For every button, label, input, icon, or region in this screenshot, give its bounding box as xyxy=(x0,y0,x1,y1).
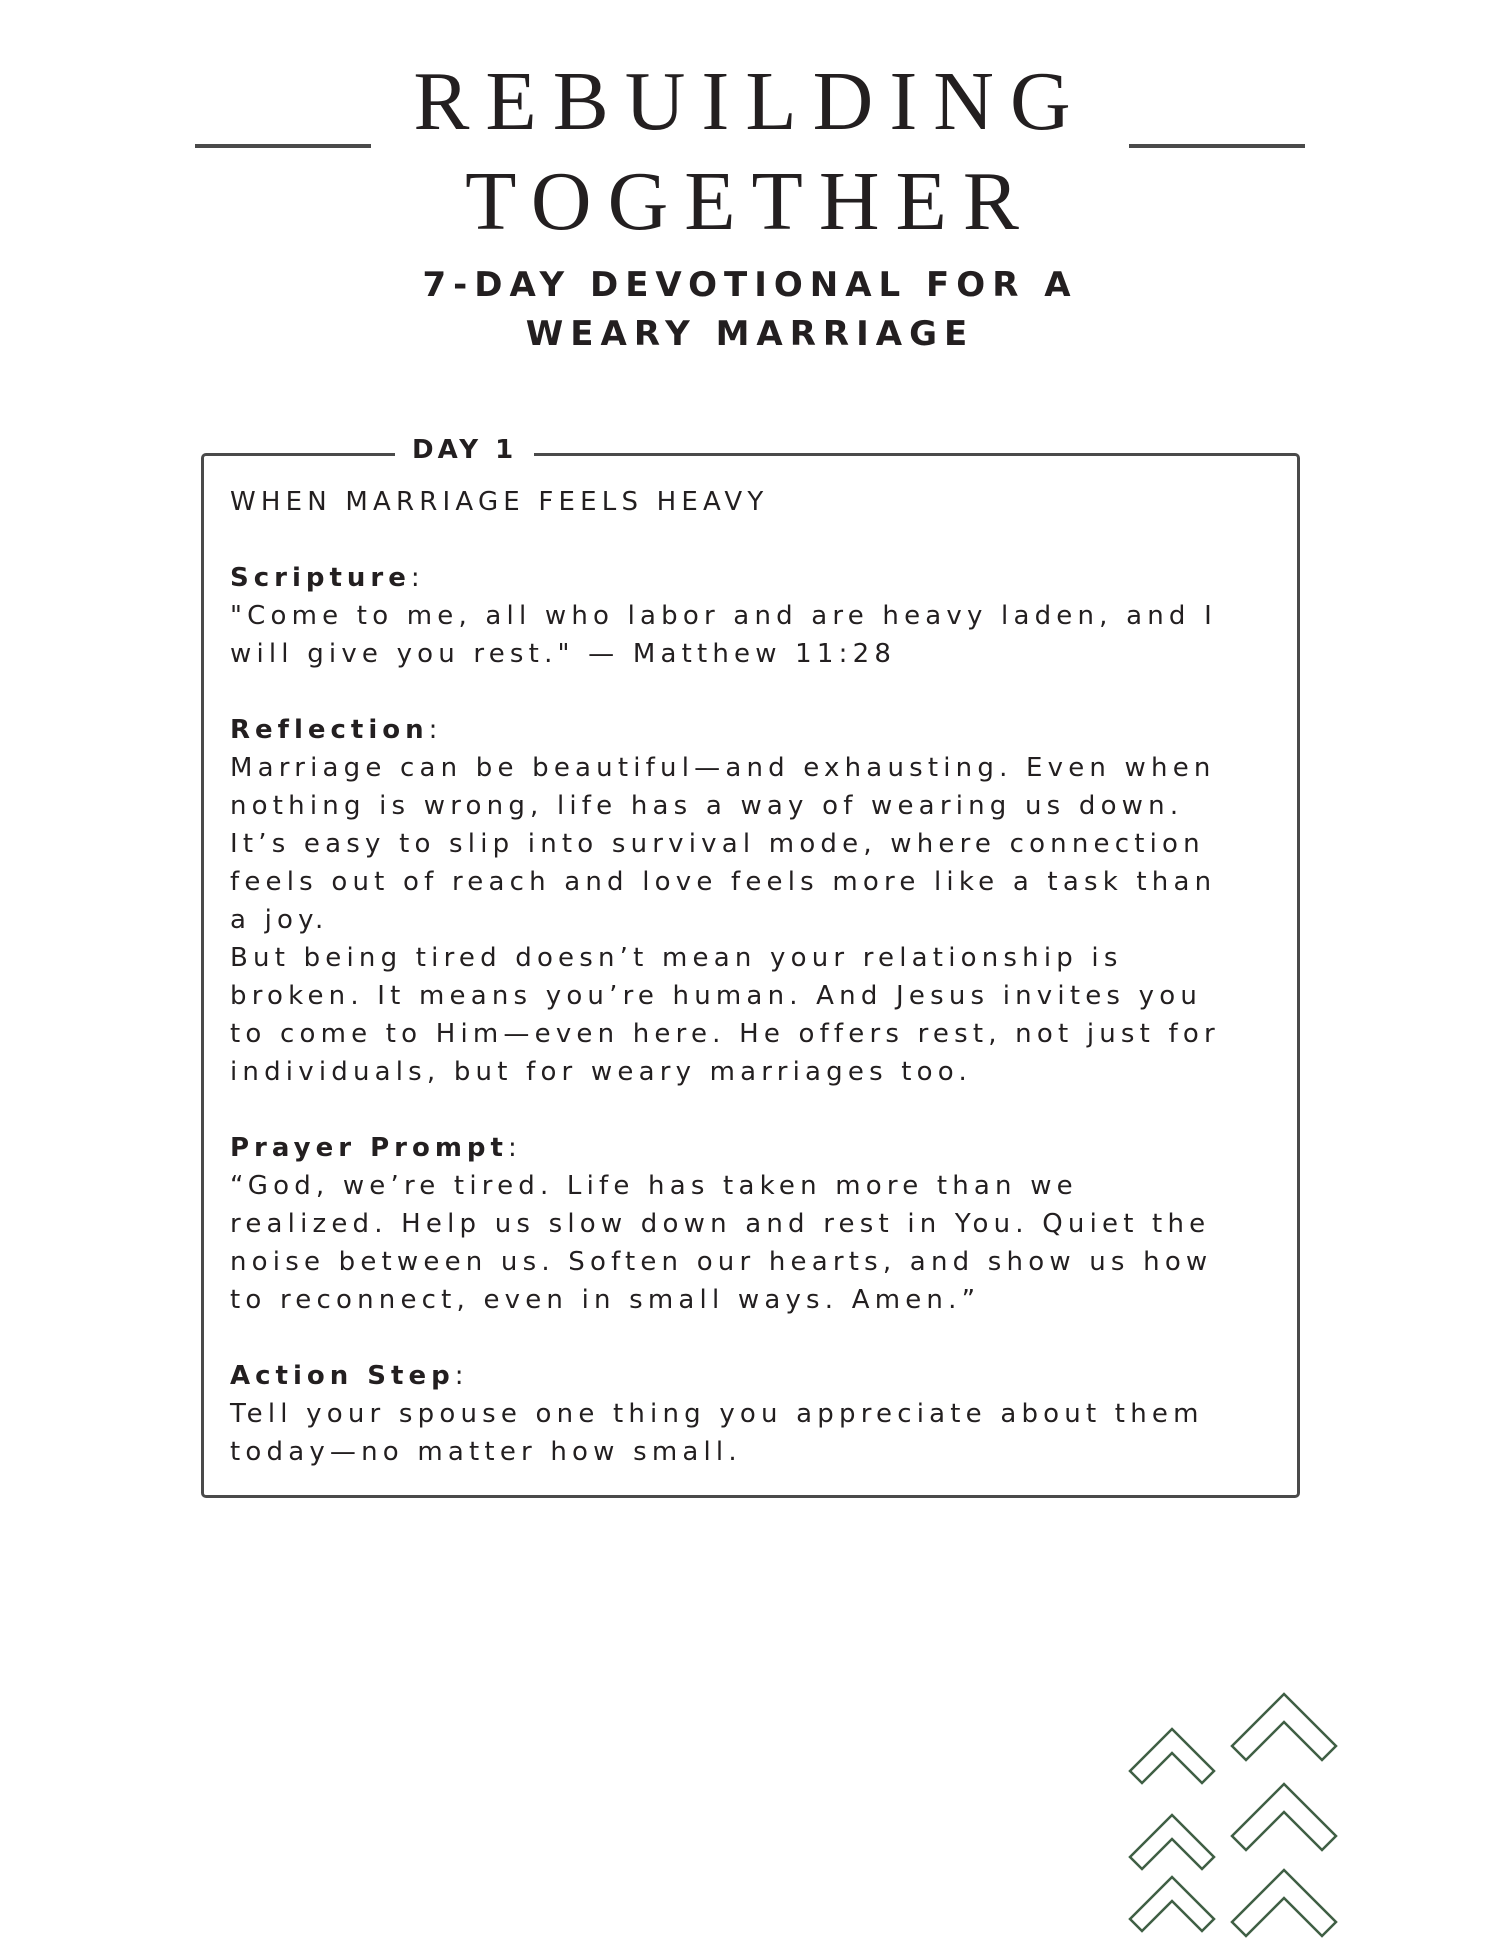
subtitle-line-2: WEARY MARRIAGE xyxy=(525,314,975,354)
reflection-line: feels out of reach and love feels more like a task than xyxy=(230,867,1217,897)
scripture-line: will give you rest." — Matthew 11:28 xyxy=(230,639,897,669)
chevron-pattern-icon xyxy=(1120,1670,1360,1941)
chevron-icon xyxy=(1130,1815,1214,1869)
action-heading: Action Step: xyxy=(230,1361,469,1391)
title-line-2: TOGETHER xyxy=(465,155,1035,248)
reflection-line: a joy. xyxy=(230,905,329,935)
prayer-line: to reconnect, even in small ways. Amen.” xyxy=(230,1285,981,1315)
reflection-heading: Reflection: xyxy=(230,715,443,745)
chevron-icon xyxy=(1130,1877,1214,1931)
reflection-line: Marriage can be beautiful—and exhausting. Even when xyxy=(230,753,1216,783)
day-title: WHEN MARRIAGE FEELS HEAVY xyxy=(230,487,769,517)
devotional-content xyxy=(230,483,1290,1471)
reflection-line: It’s easy to slip into survival mode, where connection xyxy=(230,829,1205,859)
reflection-line: broken. It means you’re human. And Jesus invites you xyxy=(230,981,1202,1011)
action-line: Tell your spouse one thing you appreciate about them xyxy=(230,1399,1204,1429)
scripture-line: "Come to me, all who labor and are heavy laden, and I xyxy=(230,601,1217,631)
title-line-1: REBUILDING xyxy=(413,55,1087,148)
reflection-line: individuals, but for weary marriages too. xyxy=(230,1057,972,1087)
prayer-heading: Prayer Prompt: xyxy=(230,1133,522,1163)
title-rule-left xyxy=(195,144,371,148)
prayer-line: “God, we’re tired. Life has taken more than we xyxy=(230,1171,1078,1201)
chevron-icon xyxy=(1232,1870,1336,1936)
reflection-line: nothing is wrong, life has a way of wearing us down. xyxy=(230,791,1184,821)
chevron-icon xyxy=(1130,1729,1214,1783)
scripture-heading: Scripture: xyxy=(230,563,425,593)
day-label: DAY 1 xyxy=(395,430,534,470)
reflection-line: to come to Him—even here. He offers rest, not just for xyxy=(230,1019,1220,1049)
chevron-icon xyxy=(1232,1694,1336,1760)
subtitle-line-1: 7-DAY DEVOTIONAL FOR A xyxy=(422,265,1078,305)
chevron-icon xyxy=(1232,1784,1336,1850)
action-line: today—no matter how small. xyxy=(230,1437,742,1467)
reflection-line: But being tired doesn’t mean your relationship is xyxy=(230,943,1123,973)
title-rule-right xyxy=(1129,144,1305,148)
prayer-line: realized. Help us slow down and rest in You. Quiet the xyxy=(230,1209,1211,1239)
prayer-line: noise between us. Soften our hearts, and show us how xyxy=(230,1247,1213,1277)
